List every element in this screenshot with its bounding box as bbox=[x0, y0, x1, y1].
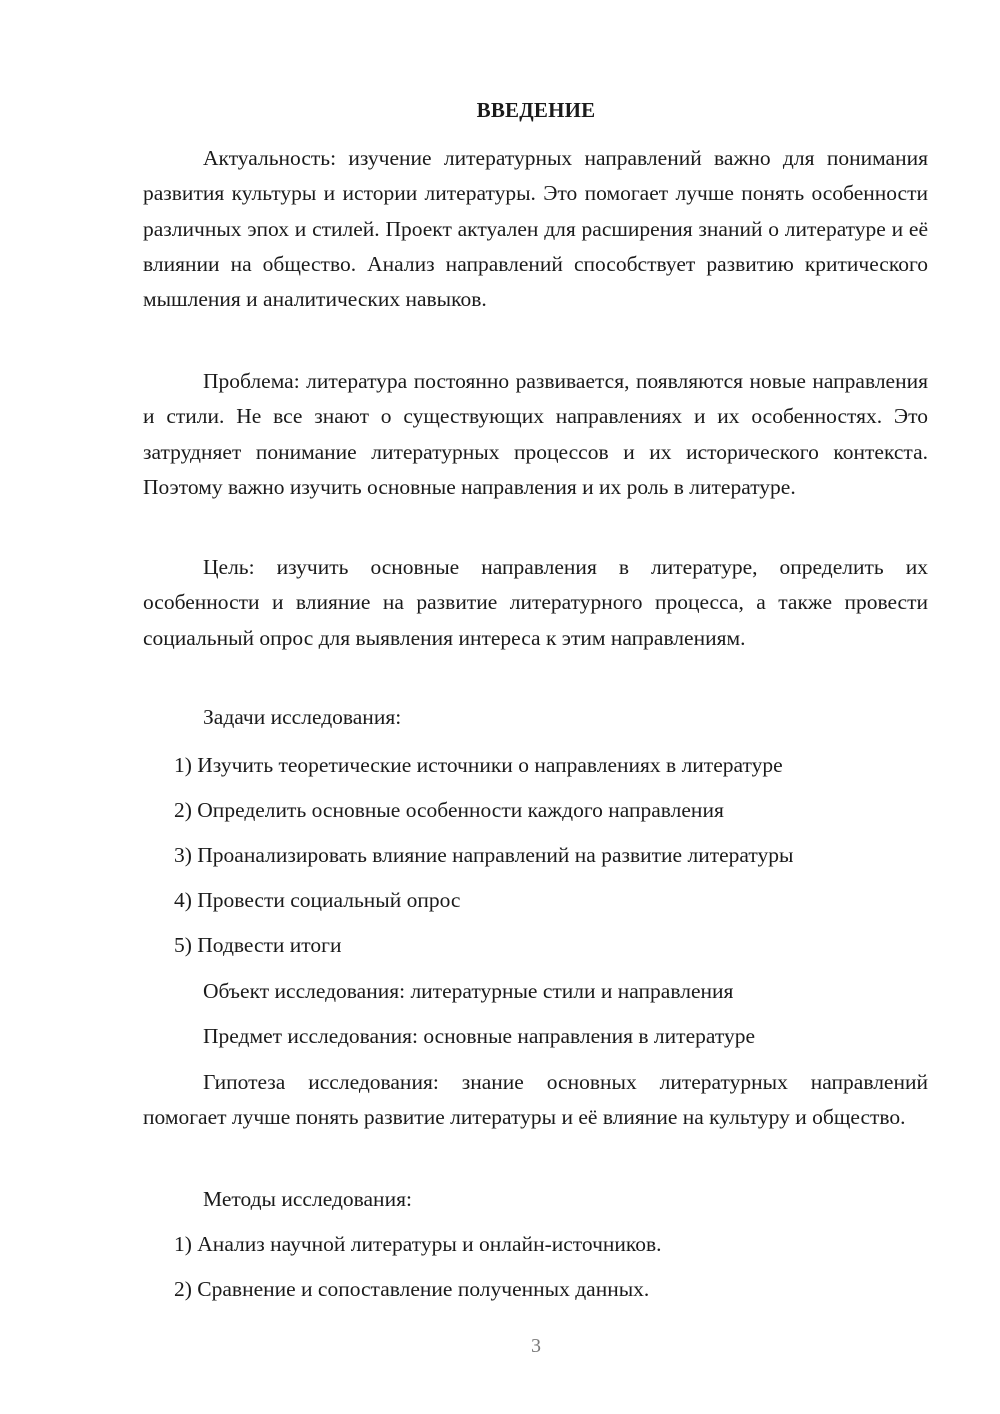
tasks-label: Задачи исследования: bbox=[203, 705, 402, 729]
object-line: Объект исследования: литературные стили и направления bbox=[203, 979, 734, 1003]
task-item: 4) Провести социальный опрос bbox=[174, 888, 461, 912]
problem-text: Проблема: литература постоянно развивается, появляются новые направления и стили. Не все знают о существующих направлениях и их особенностях. Это затрудняет понимание литературных процессов и их исторического контекста. Поэтому важно изучить основные направления и их роль в литературе. bbox=[143, 369, 928, 499]
goal-paragraph bbox=[143, 550, 928, 656]
relevance-text: Актуальность: изучение литературных направлений важно для понимания развития культуры и истории литературы. Это помогает лучше понять особенности различных эпох и стилей. Проект актуален для расширения знаний о литературе и её влиянии на общество. Анализ направлений способствует развитию критического мышления и аналитических навыков. bbox=[143, 146, 928, 312]
relevance-paragraph bbox=[143, 141, 928, 317]
methods-label: Методы исследования: bbox=[203, 1187, 412, 1211]
task-item: 2) Определить основные особенности каждого направления bbox=[174, 798, 724, 822]
method-item: 2) Сравнение и сопоставление полученных данных. bbox=[174, 1277, 650, 1301]
method-item: 1) Анализ научной литературы и онлайн-источников. bbox=[174, 1232, 662, 1256]
subject-line: Предмет исследования: основные направления в литературе bbox=[203, 1024, 755, 1048]
task-item: 5) Подвести итоги bbox=[174, 933, 342, 957]
problem-paragraph bbox=[143, 364, 928, 505]
hypothesis-paragraph bbox=[143, 1065, 928, 1136]
goal-text: Цель: изучить основные направления в литературе, определить их особенности и влияние на развитие литературного процесса, а также провести социальный опрос для выявления интереса к этим направлениям. bbox=[143, 555, 928, 650]
page-number: 3 bbox=[531, 1335, 541, 1357]
page-title: ВВЕДЕНИЕ bbox=[476, 98, 596, 122]
task-item: 1) Изучить теоретические источники о направлениях в литературе bbox=[174, 753, 783, 777]
hypothesis-text: Гипотеза исследования: знание основных литературных направлений помогает лучше понять развитие литературы и её влияние на культуру и общество. bbox=[143, 1070, 928, 1130]
task-item: 3) Проанализировать влияние направлений на развитие литературы bbox=[174, 843, 794, 867]
